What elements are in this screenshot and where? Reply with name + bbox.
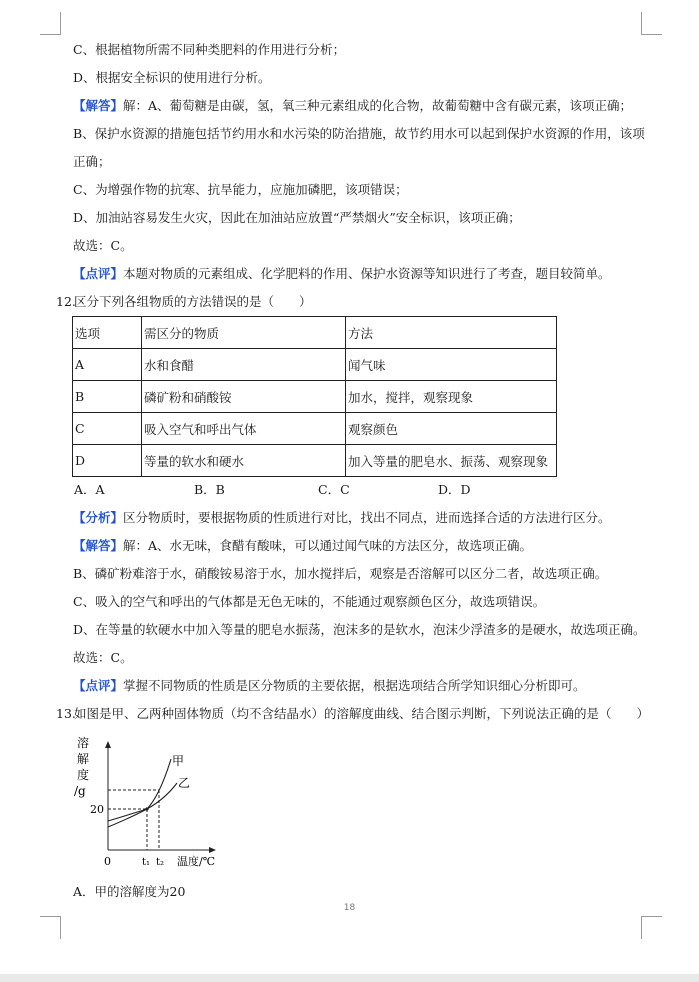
table-header: 需区分的物质: [142, 317, 346, 349]
table-header: 方法: [346, 317, 557, 349]
question-stem: 如图是甲、乙两种固体物质（均不含结晶水）的溶解度曲线、结合图示判断，下列说法正确的是（ ）: [74, 706, 650, 721]
q13-option-a[interactable]: A．甲的溶解度为20: [73, 884, 186, 899]
q11-comment: [73, 266, 653, 282]
y-axis-label-char: 度: [77, 768, 90, 782]
text-line: 故选：C。: [73, 238, 133, 253]
crop-mark-top-right: [641, 12, 662, 35]
table-cell: 等量的软水和硬水: [142, 445, 346, 477]
answer-tag: 【解答】: [73, 98, 124, 113]
q12-analysis: [73, 510, 653, 526]
text-line: 正确；: [73, 154, 111, 169]
y-axis-label-char: /g: [74, 784, 86, 798]
comment-tag: 【点评】: [73, 678, 124, 693]
page-number: 18: [343, 903, 356, 913]
table-cell: 磷矿粉和硝酸铵: [142, 381, 346, 413]
answer-tag: 【解答】: [73, 538, 124, 553]
crop-mark-top-left: [40, 12, 61, 35]
intersection-point: [145, 807, 148, 810]
table-cell: D: [73, 445, 142, 477]
origin-label: 0: [104, 855, 111, 868]
y-axis-label-char: 解: [77, 752, 90, 766]
analysis-tag: 【分析】: [73, 510, 124, 525]
options-table: [72, 316, 557, 477]
table-cell: B: [73, 381, 142, 413]
crop-mark-bottom-left: [40, 916, 61, 939]
table-cell: 闻气味: [346, 349, 557, 381]
question-number: 12.: [56, 294, 76, 309]
question-number: 13.: [56, 706, 76, 721]
table-cell: C: [73, 413, 142, 445]
table-cell: 吸入空气和呼出气体: [142, 413, 346, 445]
table-cell: 加入等量的肥皂水、振荡、观察现象: [346, 445, 557, 477]
crop-mark-bottom-right: [641, 916, 662, 939]
y-tick-label: 20: [90, 803, 104, 816]
x-axis-label: 温度/℃: [177, 855, 216, 868]
table-cell: 加水，搅拌，观察现象: [346, 381, 557, 413]
series-yi-curve: [108, 783, 177, 821]
text-line: D、在等量的软硬水中加入等量的肥皂水振荡，泡沫多的是软水，泡沫少浮渣多的是硬水，故选项正确。: [73, 622, 646, 637]
table-cell: 观察颜色: [346, 413, 557, 445]
table-header: 选项: [73, 317, 142, 349]
table-row: [73, 413, 557, 445]
table-cell: A: [73, 349, 142, 381]
text-line: C、根据植物所需不同种类肥料的作用进行分析；: [73, 42, 346, 57]
text-line: C、为增强作物的抗寒、抗旱能力，应施加磷肥，该项错误；: [73, 182, 408, 197]
comment-text: 掌握不同物质的性质是区分物质的主要依据，根据选项结合所学知识细心分析即可。: [123, 678, 586, 693]
y-axis-arrow: [105, 741, 111, 748]
text-line: B、保护水资源的措施包括节约用水和水污染的防治措施，故节约用水可以起到保护水资源的作用，该项: [73, 126, 645, 141]
text-line: 故选：C。: [73, 650, 133, 665]
text-line: D、加油站容易发生火灾，因此在加油站应放置“严禁烟火”安全标识，该项正确；: [73, 210, 521, 225]
comment-tag: 【点评】: [73, 266, 124, 281]
table-header-row: [73, 317, 557, 349]
analysis-text: 区分物质时，要根据物质的性质进行对比，找出不同点，进而选择合适的方法进行区分。: [123, 510, 611, 525]
table-row: [73, 349, 557, 381]
choice-b[interactable]: B．B: [194, 482, 225, 497]
q12-comment: [73, 678, 653, 694]
choice-a[interactable]: A．A: [74, 482, 105, 497]
x-tick-label: t₁: [142, 857, 151, 868]
series-label-jia: 甲: [172, 754, 185, 768]
text-line: D、根据安全标识的使用进行分析。: [73, 70, 271, 85]
text-line: B、磷矿粉难溶于水，硝酸铵易溶于水，加水搅拌后，观察是否溶解可以区分二者，故选项正确。: [73, 566, 608, 581]
q11-answer: [73, 98, 653, 114]
series-label-yi: 乙: [178, 776, 191, 790]
answer-text: 解：A、葡萄糖是由碳，氢，氧三种元素组成的化合物，故葡萄糖中含有碳元素，该项正确；: [123, 98, 633, 113]
choice-c[interactable]: C．C: [318, 482, 350, 497]
y-axis-label-char: 溶: [77, 736, 90, 750]
x-axis-arrow: [209, 847, 216, 853]
q12-answer: [73, 538, 653, 554]
table-row: [73, 381, 557, 413]
solubility-chart: [70, 735, 240, 875]
question-stem: 区分下列各组物质的方法错误的是（ ）: [74, 294, 312, 309]
table-cell: 水和食醋: [142, 349, 346, 381]
table-row: [73, 445, 557, 477]
comment-text: 本题对物质的元素组成、化学肥料的作用、保护水资源等知识进行了考查，题目较简单。: [123, 266, 611, 281]
choice-d[interactable]: D．D: [438, 482, 471, 497]
text-line: C、吸入的空气和呼出的气体都是无色无味的，不能通过观察颜色区分，故选项错误。: [73, 594, 546, 609]
answer-text: 解：A、水无味，食醋有酸味，可以通过闻气味的方法区分，故选项正确。: [123, 538, 533, 553]
x-tick-label: t₂: [156, 857, 165, 868]
series-jia-curve: [108, 759, 171, 827]
